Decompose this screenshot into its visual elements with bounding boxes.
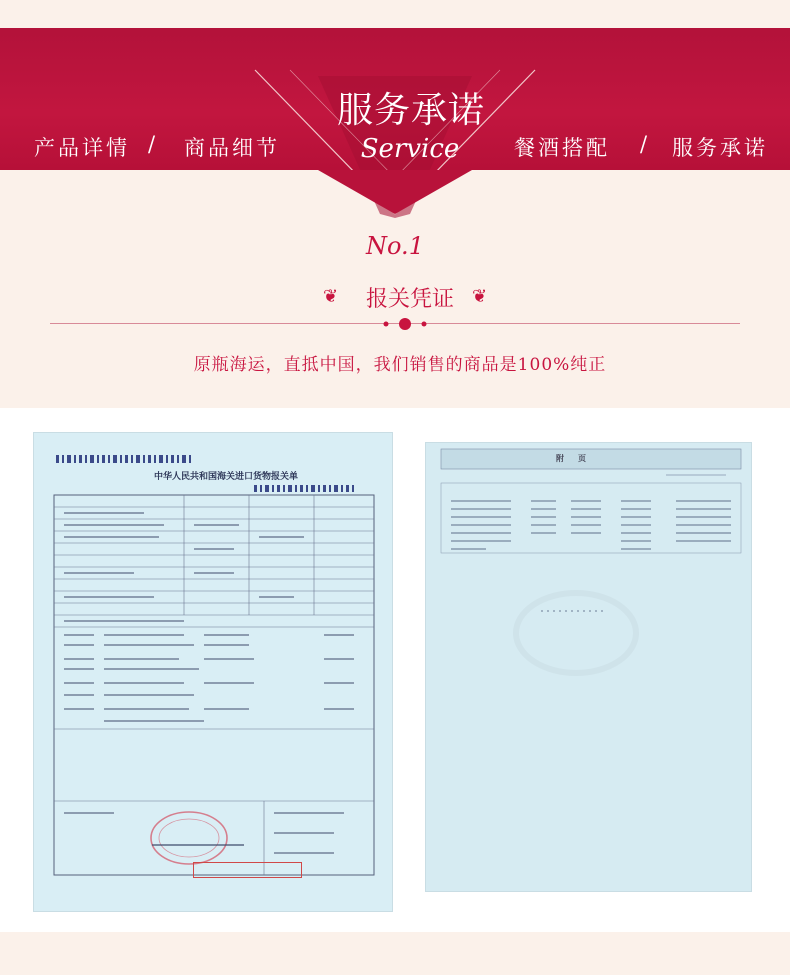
nav-product-closeups[interactable]: 商品细节: [184, 136, 280, 160]
section-title: 报关凭证: [365, 287, 454, 312]
section-subtitle: 原瓶海运，直抵中国，我们销售的商品是100%纯正: [193, 355, 607, 375]
top-strip: [0, 0, 790, 28]
nav-product-details[interactable]: 产品详情: [34, 136, 130, 160]
customs-form-title: 中华人民共和国海关进口货物报关单: [154, 472, 299, 482]
nav-separator: /: [640, 132, 648, 156]
banner-title: 服务承诺: [336, 90, 485, 131]
customs-declaration-image: [33, 432, 393, 912]
divider-dots-icon: [380, 316, 430, 332]
attachment-page-drawing: [426, 443, 751, 891]
attachment-page-image: [425, 442, 752, 892]
highlight-box: [193, 862, 302, 878]
attachment-page-title: 附页: [556, 454, 600, 463]
customs-form-drawing: [34, 433, 392, 911]
left-ornament-icon: ❦: [323, 286, 339, 307]
right-ornament-icon: ❦: [472, 286, 488, 307]
section-number: No.1: [366, 232, 424, 260]
banner-title-english: Service: [360, 134, 460, 164]
nav-separator: /: [148, 132, 156, 156]
nav-service-promise[interactable]: 服务承诺: [672, 136, 768, 160]
nav-food-pairing[interactable]: 餐酒搭配: [514, 136, 610, 160]
bottom-strip: [0, 932, 790, 975]
